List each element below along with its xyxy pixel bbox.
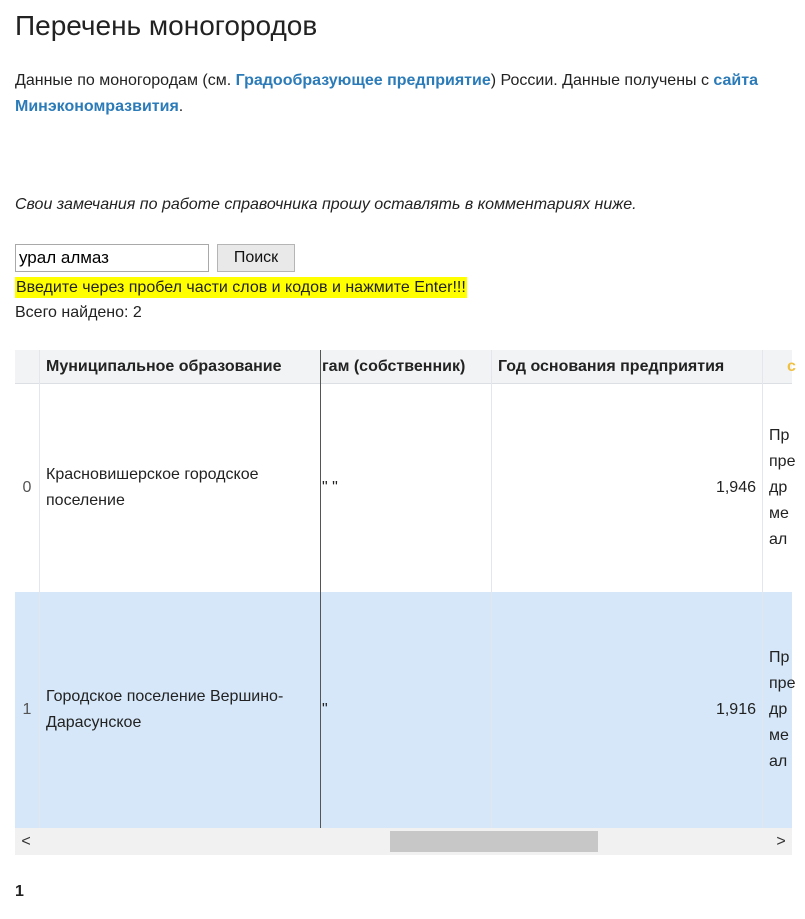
horizontal-scrollbar[interactable] [15, 828, 792, 855]
header-index[interactable] [15, 350, 39, 383]
table-row[interactable] [15, 592, 796, 828]
cell-description [769, 592, 796, 828]
pagination-current-page[interactable]: 1 [15, 883, 24, 900]
description-fragment: Пр [769, 426, 790, 444]
header-municipality[interactable]: Муниципальное образование [46, 358, 282, 375]
intro-text-part: Данные по моногородам (см. [15, 72, 236, 89]
column-divider [491, 350, 492, 828]
description-fragment: ме [769, 727, 789, 744]
cell-year: 1,916 [715, 701, 756, 718]
description-fragment: др [769, 701, 788, 718]
row-index: 0 [22, 478, 32, 496]
intro-text-part: . [178, 98, 184, 115]
cell-owner: " " [322, 478, 338, 496]
scroll-left-icon[interactable]: < [21, 833, 31, 850]
results-table [15, 350, 796, 855]
feedback-note: Свои замечания по работе справочника прошу оставлять в комментариях ниже. [15, 196, 637, 213]
row-index: 1 [22, 701, 32, 718]
header-year[interactable]: Год основания предприятия [498, 358, 725, 375]
cell-owner: " [322, 701, 328, 718]
header-owner[interactable]: гам (собственник) [322, 358, 466, 375]
table-header [15, 350, 796, 384]
search-input[interactable] [15, 244, 209, 272]
description-fragment: ал [769, 530, 788, 548]
column-divider [762, 350, 763, 828]
scrollbar-thumb[interactable] [390, 831, 598, 852]
intro-text-part: ) России. Данные получены с [490, 72, 714, 89]
scroll-right-icon[interactable]: > [776, 833, 786, 850]
description-fragment: ал [769, 753, 788, 770]
description-fragment: пре [769, 452, 796, 470]
column-divider [39, 350, 40, 828]
link-company-town-enterprise[interactable]: Градообразующее предприятие [235, 72, 491, 89]
header-description[interactable]: с [787, 358, 796, 375]
results-count: Всего найдено: 2 [15, 304, 142, 321]
description-fragment: др [769, 478, 788, 496]
description-fragment: Пр [769, 649, 790, 666]
description-fragment: пре [769, 675, 796, 692]
frozen-column-divider [320, 350, 321, 828]
cell-municipality: Красновишерское городское поселение [46, 465, 259, 509]
search-hint: Введите через пробел части слов и кодов и нажмите Enter!!! [16, 279, 466, 296]
link-ministry-site[interactable]: сайта Минэкономразвития [15, 72, 758, 115]
search-button[interactable]: Поиск [217, 244, 295, 272]
cell-year: 1,946 [715, 478, 756, 496]
page-title: Перечень моногородов [15, 10, 318, 41]
intro-text [15, 68, 795, 120]
table-row[interactable] [15, 383, 796, 592]
cell-description [769, 383, 796, 592]
description-fragment: ме [769, 504, 789, 522]
cell-municipality: Городское поселение Вершино-Дарасунское [46, 688, 284, 731]
